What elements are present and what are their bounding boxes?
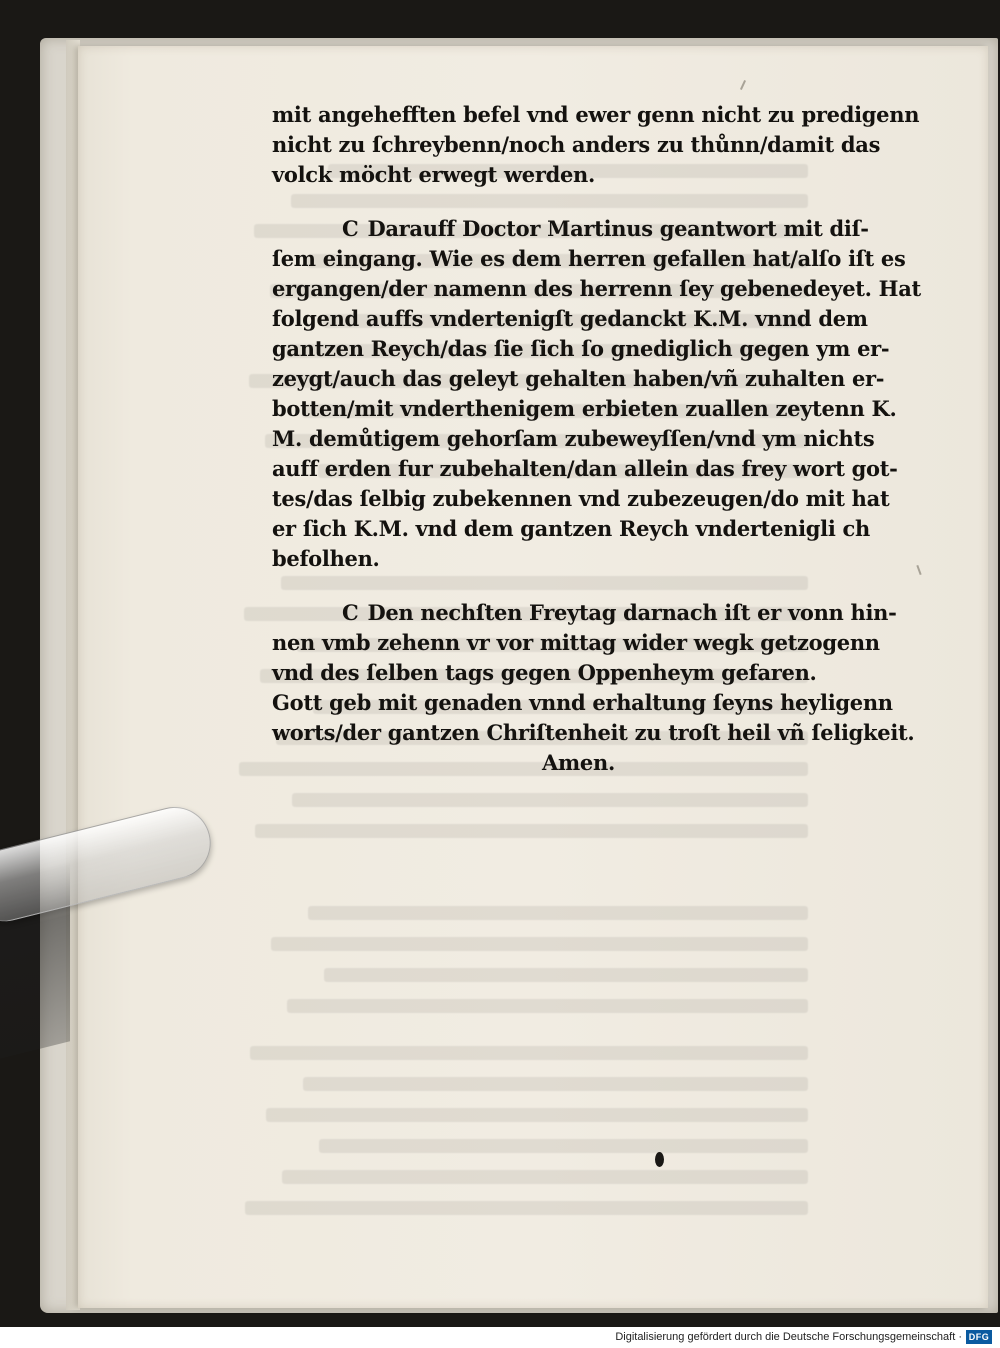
- text-line: mit angeheﬀten befel vnd ewer genn nicht zu predigenn: [272, 102, 920, 127]
- show-through-line: [287, 999, 808, 1013]
- show-through-line: [245, 1201, 808, 1215]
- text-line: tes/das ſelbig zubekennen vnd zubezeugen/do mit hat: [272, 486, 890, 511]
- closing-amen: Amen.: [542, 750, 615, 775]
- text-line: er ſich K.M. vnd dem gantzen Reych vndertenigli ch: [272, 516, 870, 541]
- text-line: botten/mit vnderthenigem erbieten zuallen zeytenn K.: [272, 396, 897, 421]
- show-through-line: [324, 968, 808, 982]
- text-line: befolhen.: [272, 546, 380, 571]
- paragraph-3: [272, 598, 915, 778]
- paragraph-2: [272, 214, 921, 574]
- show-through-line: [282, 1170, 808, 1184]
- show-through-line: [250, 1046, 808, 1060]
- text-line: worts/der gantzen Chriſtenheit zu troſt heil vñ ſeligkeit.: [272, 720, 915, 745]
- show-through-line: [255, 824, 808, 838]
- text-line: nen vmb zehenn vr vor mittag wider wegk getzogenn: [272, 630, 880, 655]
- text-line: folgend auffs vndertenigſt gedanckt K.M. vnnd dem: [272, 306, 868, 331]
- show-through-line: [266, 1108, 808, 1122]
- paragraph-mark: C: [342, 216, 359, 241]
- text-line: zeygt/auch das geleyt gehalten haben/vñ zuhalten er-: [272, 366, 885, 391]
- paragraph-1: [272, 100, 920, 190]
- paragraph-mark: C: [342, 600, 359, 625]
- text-line: gantzen Reych/das ſie ſich ſo gnediglich gegen ym er-: [272, 336, 890, 361]
- text-line: ſem eingang. Wie es dem herren gefallen hat/alſo iſt es: [272, 246, 906, 271]
- text-line: C Den nechſten Freytag darnach iſt er vonn hin-: [342, 600, 897, 625]
- funding-credit: Digitalisierung gefördert durch die Deutsche Forschungsgemeinschaft ·: [615, 1331, 962, 1343]
- text-line: volck möcht erwegt werden.: [272, 162, 596, 187]
- text-line: Gott geb mit genaden vnnd erhaltung ſeyns heyligenn: [272, 690, 893, 715]
- show-through-line: [271, 937, 808, 951]
- text-line: M. demůtigem gehorſam zubeweyſſen/vnd ym nichts: [272, 426, 875, 451]
- body-text: [272, 100, 921, 802]
- show-through-line: [308, 906, 808, 920]
- show-through-line: [319, 1139, 808, 1153]
- ink-spot: [655, 1152, 664, 1167]
- dfg-logo: DFG: [966, 1330, 992, 1344]
- text-line: nicht zu ſchreybenn/noch anders zu thůnn/damit das: [272, 132, 881, 157]
- text-line: C Darauff Doctor Martinus geantwort mit diſ-: [342, 216, 869, 241]
- text-line: auff erden fur zubehalten/dan allein das frey wort got-: [272, 456, 898, 481]
- show-through-line: [303, 1077, 808, 1091]
- funding-footer: [0, 1327, 1000, 1348]
- text-line: vnd des ſelben tags gegen Oppenheym gefaren.: [272, 660, 817, 685]
- text-line: ergangen/der namenn des herrenn ſey gebenedeyet. Hat: [272, 276, 921, 301]
